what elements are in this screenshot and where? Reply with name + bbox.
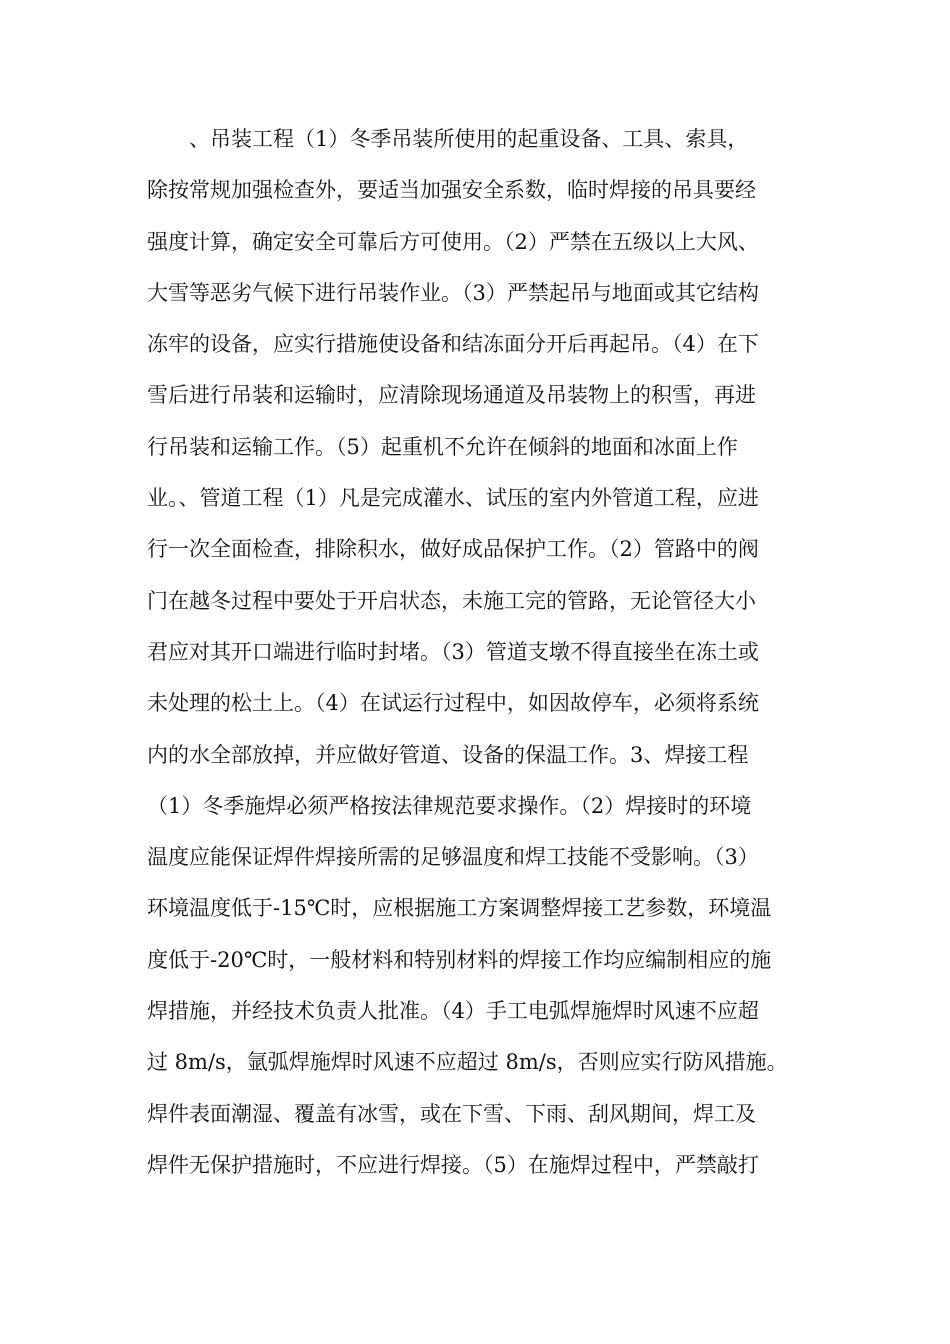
text-line: 大雪等恶劣气候下进行吊装作业。（3）严禁起吊与地面或其它结构 [147, 280, 759, 305]
text-line: 温度应能保证焊件焊接所需的足够温度和焊工技能不受影响。（3） [147, 845, 759, 870]
text-line: 焊件无保护措施时，不应进行焊接。（5）在施焊过程中，严禁敲打 [147, 1152, 759, 1177]
document-body [147, 117, 807, 1194]
text-line: 环境温度低于-15℃时，应根据施工方案调整焊接工艺参数，环境温 [147, 896, 772, 921]
text-line: 门在越冬过程中要处于开启状态，未施工完的管路，无论管径大小 [147, 588, 756, 613]
text-line: 强度计算，确定安全可靠后方可使用。（2）严禁在五级以上大风、 [147, 229, 759, 254]
text-line: 行一次全面检查，排除积水，做好成品保护工作。（2）管路中的阀 [147, 537, 759, 562]
text-line: 君应对其开口端进行临时封堵。（3）管道支墩不得直接坐在冻土或 [147, 639, 759, 664]
text-line: 过 8m/s，氩弧焊施焊时风速不应超过 8m/s，否则应实行防风措施。 [147, 1050, 788, 1075]
text-line: 冻牢的设备，应实行措施使设备和结冻面分开后再起吊。（4）在下 [147, 332, 759, 357]
text-line: 度低于-20℃时，一般材料和特别材料的焊接工作均应编制相应的施 [147, 947, 772, 972]
text-line: 行吊装和运输工作。（5）起重机不允许在倾斜的地面和冰面上作 [147, 434, 738, 459]
text-line: 焊措施，并经技术负责人批准。（4）手工电弧焊施焊时风速不应超 [147, 999, 759, 1024]
text-line: 焊件表面潮湿、覆盖有冰雪，或在下雪、下雨、刮风期间，焊工及 [147, 1101, 756, 1126]
text-line: 业。、管道工程（1）凡是完成灌水、试压的室内外管道工程，应进 [147, 486, 759, 511]
text-line: 未处理的松土上。（4）在试运行过程中，如因故停车，必须将系统 [147, 691, 759, 716]
text-line: （1）冬季施焊必须严格按法律规范要求操作。（2）焊接时的环境 [147, 793, 752, 818]
text-line: 雪后进行吊装和运输时，应清除现场通道及吊装物上的积雪，再进 [147, 383, 756, 408]
text-line: 、吊装工程（1）冬季吊装所使用的起重设备、工具、索具， [147, 127, 749, 151]
text-line: 内的水全部放掉，并应做好管道、设备的保温工作。3、焊接工程 [147, 742, 749, 767]
text-line: 除按常规加强检查外，要适当加强安全系数，临时焊接的吊具要经 [147, 178, 756, 203]
